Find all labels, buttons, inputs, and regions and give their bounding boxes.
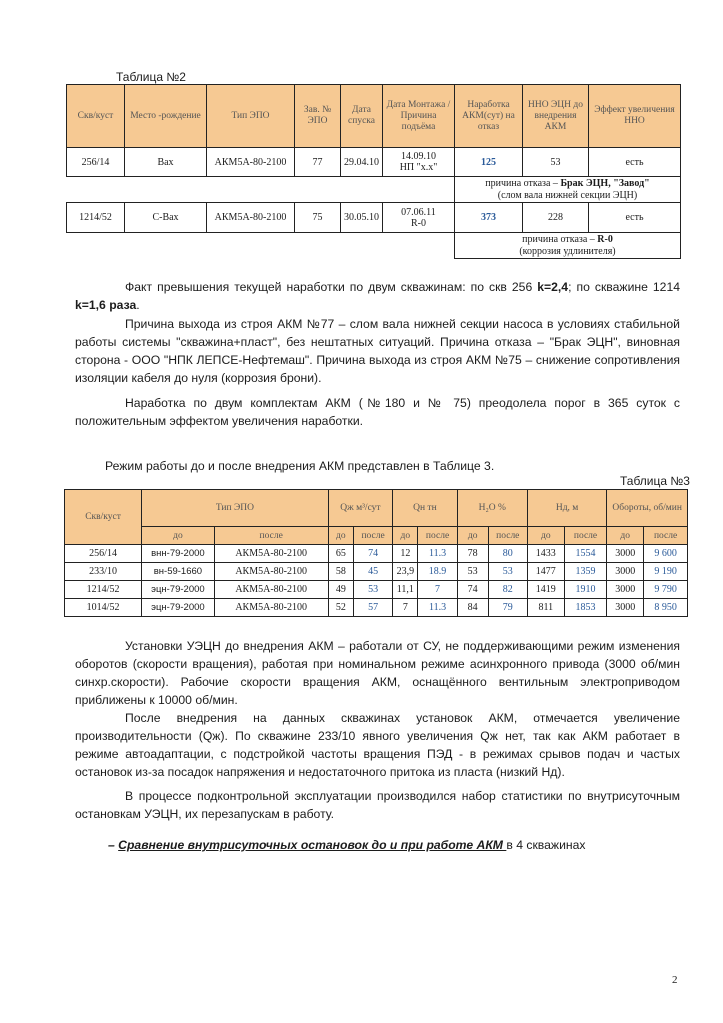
t3-cell-qn-before: 7 xyxy=(393,599,418,617)
page-number: 2 xyxy=(672,974,678,986)
t2-cell-run: 125 xyxy=(455,148,523,177)
t2-header-nno: ННО ЭЦН до внедрения АКМ xyxy=(523,85,589,148)
t3-cell-rpm-after: 9 790 xyxy=(644,581,688,599)
t2-cell-field: С-Вах xyxy=(125,203,207,233)
t3-cell-h2o-before: 84 xyxy=(457,599,488,617)
t3-cell-nd-before: 811 xyxy=(527,599,564,617)
t3-sub-after: после xyxy=(488,527,527,545)
t3-cell-nd-after: 1910 xyxy=(564,581,607,599)
t2-note1: причина отказа – Брак ЭЦН, "Завод" (слом вала нижней секции ЭЦН) xyxy=(455,177,681,203)
table3-subheader-row xyxy=(65,527,688,545)
table2-note-row xyxy=(67,233,681,259)
t3-cell-type-before: эцн-79-2000 xyxy=(142,581,215,599)
t3-cell-qzh-before: 52 xyxy=(328,599,353,617)
t2-cell-effect: есть xyxy=(589,148,681,177)
t2-cell-well: 256/14 xyxy=(67,148,125,177)
t3-cell-nd-before: 1433 xyxy=(527,545,564,563)
t3-cell-h2o-before: 74 xyxy=(457,581,488,599)
t3-header-nd: Нд, м xyxy=(527,490,606,527)
t3-cell-h2o-after: 80 xyxy=(488,545,527,563)
t3-header-type: Тип ЭПО xyxy=(142,490,329,527)
t3-sub-after: после xyxy=(418,527,457,545)
t3-cell-type-before: внн-79-2000 xyxy=(142,545,215,563)
paragraph-exceed-run: Факт превышения текущей наработки по двум скважинам: по скв 256 k=2,4; по скважине 1214 k=1,6 раза. xyxy=(75,280,681,312)
t3-cell-qn-before: 11,1 xyxy=(393,581,418,599)
table-row xyxy=(65,563,688,581)
t3-cell-rpm-before: 3000 xyxy=(607,563,644,581)
t3-cell-qzh-before: 65 xyxy=(328,545,353,563)
t3-cell-well: 1214/52 xyxy=(65,581,142,599)
t3-header-qzh: Qж м³/сут xyxy=(328,490,392,527)
t3-cell-type-before: эцн-79-2000 xyxy=(142,599,215,617)
paragraph-statistics: В процессе подконтрольной эксплуатации производился набор статистики по внутрисуточным остановкам УЭЦН, их перезапускам в работу. xyxy=(75,789,680,821)
t2-cell-nno: 228 xyxy=(523,203,589,233)
t2-header-reason: Дата Монтажа / Причина подъёма xyxy=(383,85,455,148)
t3-cell-h2o-before: 78 xyxy=(457,545,488,563)
t2-header-date: Дата спуска xyxy=(341,85,383,148)
t3-cell-well: 1014/52 xyxy=(65,599,142,617)
t3-cell-qzh-after: 74 xyxy=(354,545,393,563)
t2-header-type: Тип ЭПО xyxy=(207,85,295,148)
paragraph-after-akm: После внедрения на данных скважинах установок АКМ, отмечается увеличение производительности (Qж). По скважине 233/10 явного увеличения Qж нет, так как АКМ работает в режиме автоадаптации, с подстройкой частоты вращения ПЭД - в режимах срывов подач и частых остановок из-за посадок напряжения и недостаточного притока из пласта (низкий Нд). xyxy=(75,711,680,779)
t3-cell-type-before: вн-59-1660 xyxy=(142,563,215,581)
t2-header-well: Скв/куст xyxy=(67,85,125,148)
t3-sub-after: после xyxy=(644,527,688,545)
t3-cell-nd-after: 1359 xyxy=(564,563,607,581)
t3-cell-rpm-before: 3000 xyxy=(607,599,644,617)
paragraph-run-threshold: Наработка по двум комплектам АКМ (№180 и № 75) преодолела порог в 365 суток с положительным эффектом увеличения наработки. xyxy=(75,396,680,428)
t3-cell-qn-after: 7 xyxy=(418,581,457,599)
t2-reason-date: 07.06.11 xyxy=(401,206,436,218)
t3-sub-before: до xyxy=(607,527,644,545)
t3-sub-before: до xyxy=(457,527,488,545)
t3-cell-rpm-after: 9 190 xyxy=(644,563,688,581)
t2-header-field: Место -рождение xyxy=(125,85,207,148)
t3-cell-h2o-after: 82 xyxy=(488,581,527,599)
t3-header-rpm: Обороты, об/мин xyxy=(607,490,688,527)
t3-cell-qzh-before: 49 xyxy=(328,581,353,599)
t2-cell-serial: 75 xyxy=(295,203,341,233)
t3-cell-qn-after: 11.3 xyxy=(418,599,457,617)
t2-note2: причина отказа – R-0 (коррозия удлинителя) xyxy=(455,233,681,259)
t3-cell-well: 256/14 xyxy=(65,545,142,563)
t3-cell-nd-after: 1853 xyxy=(564,599,607,617)
t2-cell-run: 373 xyxy=(455,203,523,233)
t3-cell-well: 233/10 xyxy=(65,563,142,581)
t3-sub-after: после xyxy=(564,527,607,545)
t2-cell-field: Вах xyxy=(125,148,207,177)
t3-cell-qn-after: 18.9 xyxy=(418,563,457,581)
comparison-link: Сравнение внутрисуточных остановок до и при работе АКМ xyxy=(118,838,507,852)
t3-cell-type-after: АКМ5А-80-2100 xyxy=(214,563,328,581)
table-row xyxy=(65,581,688,599)
t3-cell-qzh-after: 57 xyxy=(354,599,393,617)
t3-cell-nd-before: 1419 xyxy=(527,581,564,599)
t3-cell-rpm-after: 8 950 xyxy=(644,599,688,617)
t3-cell-rpm-after: 9 600 xyxy=(644,545,688,563)
t3-header-qn: Qн тн xyxy=(393,490,457,527)
t3-cell-qn-before: 23,9 xyxy=(393,563,418,581)
t3-cell-h2o-after: 79 xyxy=(488,599,527,617)
t3-cell-rpm-before: 3000 xyxy=(607,581,644,599)
t2-cell-reason xyxy=(383,148,455,177)
paragraph-comparison-heading: – Сравнение внутрисуточных остановок до и при работе АКМ в 4 скважинах xyxy=(108,838,586,852)
t2-header-effect: Эффект увеличения ННО xyxy=(589,85,681,148)
t3-cell-nd-before: 1477 xyxy=(527,563,564,581)
t2-cell-date: 29.04.10 xyxy=(341,148,383,177)
t3-cell-qzh-after: 45 xyxy=(354,563,393,581)
table-row xyxy=(67,203,681,233)
t2-cell-reason xyxy=(383,203,455,233)
t2-cell-type: АКМ5А-80-2100 xyxy=(207,148,295,177)
t3-sub-before: до xyxy=(527,527,564,545)
t3-cell-nd-after: 1554 xyxy=(564,545,607,563)
t2-reason-date: 14.09.10 xyxy=(401,151,436,162)
table3 xyxy=(64,489,688,617)
table3-caption: Таблица №3 xyxy=(620,474,690,488)
table2-caption: Таблица №2 xyxy=(116,70,186,84)
t3-cell-rpm-before: 3000 xyxy=(607,545,644,563)
paragraph-before-akm: Установки УЭЦН до внедрения АКМ – работали от СУ, не поддерживающими режим изменения оборотов (скорости вращения), работая при номинальном режиме асинхронного привода (3000 об/мин синхр.скорости). Рабочие скорости вращения АКМ, оснащённого вентильным электроприводом приближены к 10000 об/мин. xyxy=(75,639,680,707)
t3-cell-type-after: АКМ5А-80-2100 xyxy=(214,581,328,599)
t3-sub-before: до xyxy=(393,527,418,545)
t2-header-serial: Зав. № ЭПО xyxy=(295,85,341,148)
table-row xyxy=(65,599,688,617)
table2 xyxy=(66,84,681,259)
t2-reason-code: НП "х.х" xyxy=(399,162,438,173)
t2-cell-effect: есть xyxy=(589,203,681,233)
t2-cell-type: АКМ5А-80-2100 xyxy=(207,203,295,233)
t3-cell-qzh-before: 58 xyxy=(328,563,353,581)
t3-sub-after: после xyxy=(354,527,393,545)
t2-cell-nno: 53 xyxy=(523,148,589,177)
t3-cell-type-after: АКМ5А-80-2100 xyxy=(214,545,328,563)
t2-reason-code: R-0 xyxy=(411,217,426,229)
table-row xyxy=(65,545,688,563)
t3-sub-before: до xyxy=(328,527,353,545)
table2-header-row xyxy=(67,85,681,148)
t3-cell-h2o-after: 53 xyxy=(488,563,527,581)
table2-note-row xyxy=(67,177,681,203)
t3-header-h2o: H₂O % xyxy=(457,490,527,527)
t3-cell-type-after: АКМ5А-80-2100 xyxy=(214,599,328,617)
t3-sub-before: до xyxy=(142,527,215,545)
paragraph-failure-reasons: Причина выхода из строя АКМ №77 – слом вала нижней секции насоса в условиях стабильной работы системы "скважина+пласт", без нештатных ситуаций. Причина отказа – "Брак ЭЦН", виновная сторона - ООО "НПК ЛЕПСЕ-Нефтемаш". Причина выхода из строя АКМ №75 – снижение сопротивления изоляции кабеля до нуля (коррозия брони). xyxy=(75,317,680,385)
t2-cell-serial: 77 xyxy=(295,148,341,177)
table3-header-row xyxy=(65,490,688,527)
t3-cell-qzh-after: 53 xyxy=(354,581,393,599)
t3-header-well: Скв/куст xyxy=(65,490,142,545)
t2-header-run: Наработка АКМ(сут) на отказ xyxy=(455,85,523,148)
t3-cell-qn-after: 11.3 xyxy=(418,545,457,563)
table-row xyxy=(67,148,681,177)
t2-cell-well: 1214/52 xyxy=(67,203,125,233)
t3-sub-after: после xyxy=(214,527,328,545)
t2-cell-date: 30.05.10 xyxy=(341,203,383,233)
paragraph-table3-intro: Режим работы до и после внедрения АКМ представлен в Таблице 3. xyxy=(105,459,495,473)
t3-cell-h2o-before: 53 xyxy=(457,563,488,581)
t3-cell-qn-before: 12 xyxy=(393,545,418,563)
